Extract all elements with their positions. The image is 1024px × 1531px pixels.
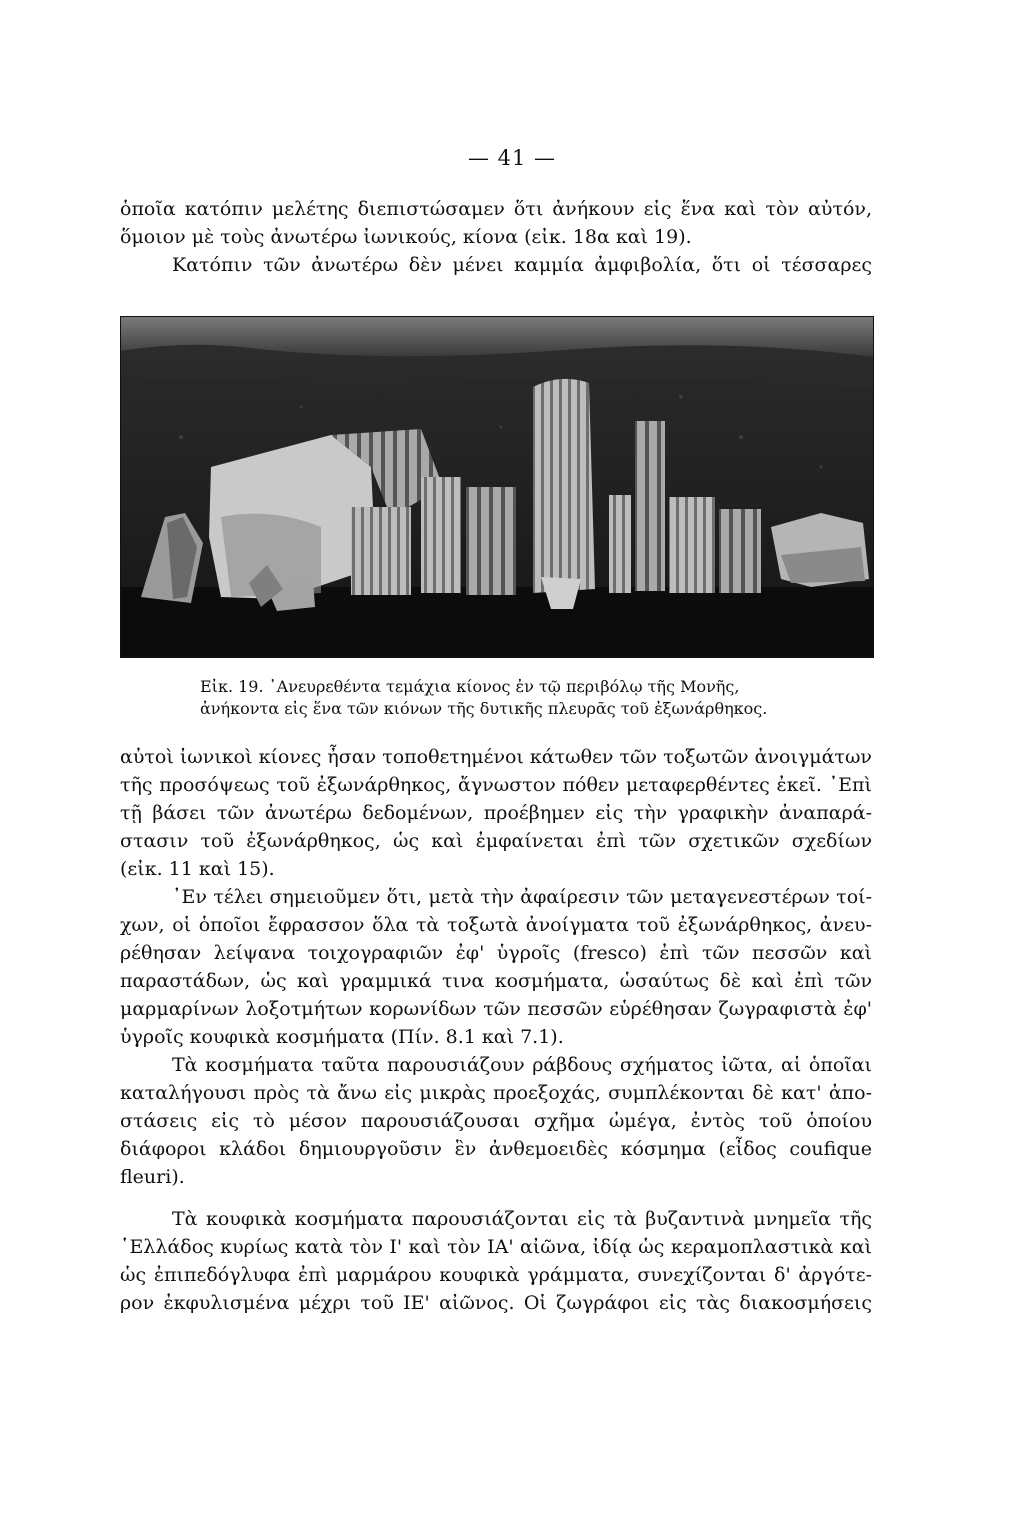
text-line: (εἰκ. 11 καὶ 15). bbox=[120, 858, 275, 880]
caption-line: ἀνήκοντα εἰς ἕνα τῶν κιόνων τῆς δυτικῆς πλευρᾶς τοῦ ἐξωνάρθηκος. bbox=[200, 699, 768, 718]
text-line: Τὰ κοσμήματα ταῦτα παρουσιάζουν ράβδους σχήματος ἰῶτα, αἱ ὁποῖαι bbox=[172, 1054, 872, 1076]
text-line: στάσεις εἰς τὸ μέσον παρουσιάζουσαι σχῆμα ὠμέγα, ἐντὸς τοῦ ὁποίου bbox=[120, 1110, 872, 1132]
text-line: αὐτοὶ ἰωνικοὶ κίονες ἦσαν τοποθετημένοι κάτωθεν τῶν τοξωτῶν ἀνοιγμάτων bbox=[120, 746, 872, 768]
text-line: στασιν τοῦ ἐξωνάρθηκος, ὡς καὶ ἐμφαίνεται ἐπὶ τῶν σχετικῶν σχεδίων bbox=[120, 830, 872, 852]
text-line: χων, οἱ ὁποῖοι ἔφρασσον ὅλα τὰ τοξωτὰ ἀνοίγματα τοῦ ἐξωνάρθηκος, ἀνευ- bbox=[120, 914, 872, 936]
text-line: ᾿Εν τέλει σημειοῦμεν ὅτι, μετὰ τὴν ἀφαίρεσιν τῶν μεταγενεστέρων τοί- bbox=[172, 886, 872, 908]
photo-illustration bbox=[121, 317, 873, 657]
figure-caption bbox=[200, 676, 820, 720]
text-line: τῆς προσόψεως τοῦ ἐξωνάρθηκος, ἄγνωστον πόθεν μεταφερθέντες ἐκεῖ. ᾿Επὶ bbox=[120, 774, 872, 796]
text-line: ὁποῖα κατόπιν μελέτης διεπιστώσαμεν ὅτι ἀνήκουν εἰς ἕνα καὶ τὸν αὐτόν, bbox=[120, 198, 872, 220]
text-line: Κατόπιν τῶν ἀνωτέρω δὲν μένει καμμία ἀμφιβολία, ὅτι οἱ τέσσαρες bbox=[172, 254, 872, 276]
text-line: ὡς ἐπιπεδόγλυφα ἐπὶ μαρμάρου κουφικὰ γράμματα, συνεχίζονται δ' ἀργότε- bbox=[120, 1264, 872, 1286]
text-line: παραστάδων, ὡς καὶ γραμμικά τινα κοσμήματα, ὡσαύτως δὲ καὶ ἐπὶ τῶν bbox=[120, 970, 872, 992]
text-line: διάφοροι κλάδοι δημιουργοῦσιν ἓν ἀνθεμοειδὲς κόσμημα (εἶδος coufique bbox=[120, 1138, 872, 1160]
text-line: ρον ἐκφυλισμένα μέχρι τοῦ ΙΕ' αἰῶνος. Οἱ ζωγράφοι εἰς τὰς διακοσμήσεις bbox=[120, 1292, 872, 1314]
text-line: ῾Ελλάδος κυρίως κατὰ τὸν Ι' καὶ τὸν ΙΑ' αἰῶνα, ἰδίᾳ ὡς κεραμοπλαστικὰ καὶ bbox=[120, 1236, 872, 1258]
text-line: μαρμαρίνων λοξοτμήτων κορωνίδων τῶν πεσσῶν εὑρέθησαν ζωγραφιστὰ ἐφ' bbox=[120, 998, 872, 1020]
text-line: ρέθησαν λείψανα τοιχογραφιῶν ἐφ' ὑγροῖς (fresco) ἐπὶ τῶν πεσσῶν καὶ bbox=[120, 942, 872, 964]
text-line: fleuri). bbox=[120, 1166, 185, 1188]
photograph-column-fragments bbox=[120, 316, 874, 658]
text-line: τῇ βάσει τῶν ἀνωτέρω δεδομένων, προέβημεν εἰς τὴν γραφικὴν ἀναπαρά- bbox=[120, 802, 872, 824]
caption-line: Εἰκ. 19. ᾿Ανευρεθέντα τεμάχια κίονος ἐν τῷ περιβόλῳ τῆς Μονῆς, bbox=[200, 677, 740, 696]
page-number: — 41 — bbox=[467, 146, 557, 170]
text-line: καταλήγουσι πρὸς τὰ ἄνω εἰς μικρὰς προεξοχάς, συμπλέκονται δὲ κατ' ἀπο- bbox=[120, 1082, 872, 1104]
text-line: ὅμοιον μὲ τοὺς ἀνωτέρω ἰωνικούς, κίονα (εἰκ. 18α καὶ 19). bbox=[120, 226, 692, 248]
text-line: ὑγροῖς κουφικὰ κοσμήματα (Πίν. 8.1 καὶ 7.1). bbox=[120, 1026, 564, 1048]
text-line: Τὰ κουφικὰ κοσμήματα παρουσιάζονται εἰς τὰ βυζαντινὰ μνημεῖα τῆς bbox=[172, 1208, 872, 1230]
